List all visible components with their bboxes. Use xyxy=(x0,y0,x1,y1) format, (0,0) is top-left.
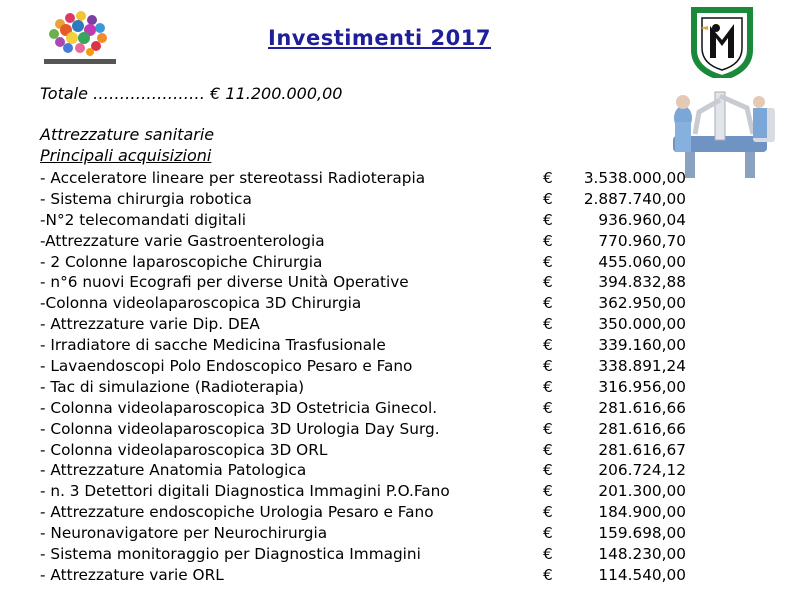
list-item xyxy=(40,398,700,419)
item-amount: 316.956,00 xyxy=(598,377,686,396)
total-investment: Totale ………………… € 11.200.000,00 xyxy=(40,84,343,103)
item-currency: € xyxy=(543,210,553,229)
item-description: - Colonna videolaparoscopica 3D ORL xyxy=(40,440,328,459)
item-currency: € xyxy=(543,231,553,250)
list-item xyxy=(40,502,700,523)
item-description: - Colonna videolaparoscopica 3D Urologia Day Surg. xyxy=(40,419,440,438)
item-description: - Lavaendoscopi Polo Endoscopico Pesaro e Fano xyxy=(40,357,413,376)
item-description: - Sistema monitoraggio per Diagnostica Immagini xyxy=(40,545,421,564)
list-item xyxy=(40,481,700,502)
list-item xyxy=(40,377,700,398)
item-amount: 362.950,00 xyxy=(598,294,686,313)
list-item xyxy=(40,314,700,335)
item-description: - Attrezzature varie Dip. DEA xyxy=(40,315,260,334)
item-amount: 281.616,67 xyxy=(598,440,686,459)
section-subtitle: Principali acquisizioni xyxy=(40,146,212,165)
acquisitions-list xyxy=(40,168,700,586)
marche-region-logo-icon xyxy=(690,6,754,80)
item-currency: € xyxy=(543,357,553,376)
list-item xyxy=(40,460,700,481)
list-item xyxy=(40,335,700,356)
item-currency: € xyxy=(543,565,553,584)
item-currency: € xyxy=(543,482,553,501)
item-amount: 394.832,88 xyxy=(598,273,686,292)
item-amount: 184.900,00 xyxy=(598,503,686,522)
item-currency: € xyxy=(543,377,553,396)
item-amount: 338.891,24 xyxy=(598,357,686,376)
item-amount: 281.616,66 xyxy=(598,419,686,438)
item-description: - Irradiatore di sacche Medicina Trasfusionale xyxy=(40,336,386,355)
item-description: - n°6 nuovi Ecografi per diverse Unità Operative xyxy=(40,273,409,292)
item-currency: € xyxy=(543,252,553,271)
page-title: Investimenti 2017 xyxy=(268,26,492,50)
item-description: - Attrezzature endoscopiche Urologia Pesaro e Fano xyxy=(40,503,434,522)
item-amount: 350.000,00 xyxy=(598,315,686,334)
item-amount: 339.160,00 xyxy=(598,336,686,355)
list-item xyxy=(40,356,700,377)
item-currency: € xyxy=(543,440,553,459)
item-description: - Neuronavigatore per Neurochirurgia xyxy=(40,524,328,543)
item-description: - Tac di simulazione (Radioterapia) xyxy=(40,377,305,396)
item-currency: € xyxy=(543,398,553,417)
item-amount: 206.724,12 xyxy=(598,461,686,480)
item-amount: 281.616,66 xyxy=(598,398,686,417)
item-currency: € xyxy=(543,315,553,334)
item-description: - Attrezzature Anatomia Patologica xyxy=(40,461,307,480)
item-currency: € xyxy=(543,503,553,522)
list-item xyxy=(40,565,700,586)
item-currency: € xyxy=(543,273,553,292)
list-item xyxy=(40,231,700,252)
item-description: -Attrezzature varie Gastroenterologia xyxy=(40,231,325,250)
item-amount: 201.300,00 xyxy=(598,482,686,501)
item-description: - n. 3 Detettori digitali Diagnostica Immagini P.O.Fano xyxy=(40,482,450,501)
item-description: -N°2 telecomandati digitali xyxy=(40,210,247,229)
item-amount: 3.538.000,00 xyxy=(583,169,686,187)
list-item xyxy=(40,168,700,189)
item-amount: 770.960,70 xyxy=(598,231,686,250)
item-amount: 114.540,00 xyxy=(598,565,686,584)
list-item xyxy=(40,440,700,461)
list-item xyxy=(40,544,700,565)
section-title: Attrezzature sanitarie xyxy=(40,125,215,144)
item-currency: € xyxy=(543,419,553,438)
item-amount: 936.960,04 xyxy=(598,210,686,229)
list-item xyxy=(40,419,700,440)
item-currency: € xyxy=(543,294,553,313)
list-item xyxy=(40,523,700,544)
item-description: - Attrezzature varie ORL xyxy=(40,565,224,584)
item-description: - Sistema chirurgia robotica xyxy=(40,189,252,208)
item-amount: 2.887.740,00 xyxy=(583,189,686,208)
item-currency: € xyxy=(543,189,553,208)
item-description: - 2 Colonne laparoscopiche Chirurgia xyxy=(40,252,323,271)
hospital-logo-icon xyxy=(40,10,120,68)
list-item xyxy=(40,272,700,293)
list-item xyxy=(40,252,700,273)
item-amount: 148.230,00 xyxy=(598,545,686,564)
item-amount: 455.060,00 xyxy=(598,252,686,271)
item-currency: € xyxy=(543,461,553,480)
list-item xyxy=(40,189,700,210)
item-description: - Colonna videolaparoscopica 3D Ostetricia Ginecol. xyxy=(40,398,438,417)
item-currency: € xyxy=(543,336,553,355)
list-item xyxy=(40,210,700,231)
item-description: - Acceleratore lineare per stereotassi Radioterapia xyxy=(40,169,426,187)
item-currency: € xyxy=(543,545,553,564)
item-currency: € xyxy=(543,524,553,543)
list-item xyxy=(40,293,700,314)
item-description: -Colonna videolaparoscopica 3D Chirurgia xyxy=(40,294,362,313)
item-currency: € xyxy=(543,169,553,187)
item-amount: 159.698,00 xyxy=(598,524,686,543)
